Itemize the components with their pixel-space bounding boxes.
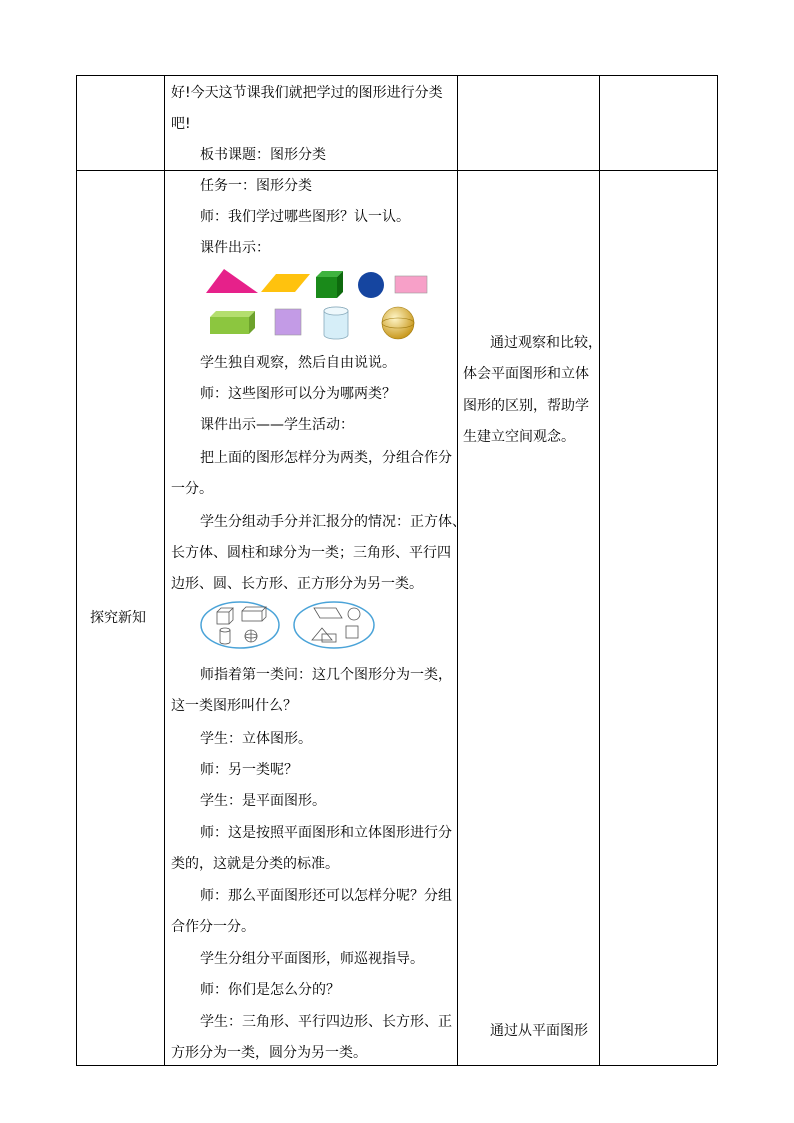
table-border-top	[76, 75, 717, 76]
stage-label: 探究新知	[90, 610, 146, 626]
parallelogram-icon	[260, 272, 312, 294]
solid-figures-group	[217, 607, 266, 644]
classification-diagram	[200, 600, 378, 652]
board-title: 板书课题：图形分类	[200, 147, 326, 163]
table-border-bottom	[76, 1065, 717, 1066]
student-answer-3: 学生：三角形、平行四边形、长方形、正	[200, 1014, 452, 1030]
student-group-work: 学生分组分平面图形，师巡视指导。	[200, 951, 424, 967]
student-answer-2: 学生：是平面图形。	[200, 793, 326, 809]
table-border-left	[76, 75, 77, 1065]
teacher-question-4: 师：那么平面图形还可以怎样分呢？分组	[200, 888, 452, 904]
teacher-point-question-2: 这一类图形叫什么？	[171, 698, 297, 714]
square-icon	[274, 308, 302, 336]
sphere-icon	[380, 305, 416, 341]
teacher-question-4b: 合作分一分。	[171, 919, 255, 935]
row1-line-2: 吧!	[171, 116, 191, 132]
report-line-2: 长方体、圆柱和球分为一类；三角形、平行四	[171, 545, 451, 561]
rectangle-icon	[394, 275, 428, 295]
intent-line-1: 通过观察和比较，	[490, 335, 602, 351]
cuboid-icon	[209, 309, 257, 335]
teacher-question-1: 师：我们学过哪些图形？认一认。	[200, 209, 410, 225]
table-divider-1	[164, 75, 165, 1065]
courseware-activity: 课件出示——学生活动：	[200, 417, 354, 433]
teacher-explain-1: 师：这是按照平面图形和立体图形进行分	[200, 825, 452, 841]
cube-icon	[314, 268, 346, 300]
table-border-right	[717, 75, 718, 1065]
student-answer-3b: 方形分为一类，圆分为另一类。	[171, 1045, 367, 1061]
plane-figures-group	[312, 608, 360, 642]
activity-line-2: 一分。	[171, 481, 213, 497]
report-line-3: 边形、圆、长方形、正方形分为另一类。	[171, 576, 423, 592]
activity-line-1: 把上面的图形怎样分为两类，分组合作分	[200, 450, 452, 466]
report-line-1: 学生分组动手分并汇报分的情况：正方体、	[200, 514, 466, 530]
teacher-explain-2: 类的，这就是分类的标准。	[171, 856, 339, 872]
intent-line-3: 图形的区别，帮助学	[463, 398, 589, 414]
table-divider-3	[599, 75, 600, 1065]
intent-line-4: 生建立空间观念。	[463, 429, 575, 445]
teacher-question-5: 师：你们是怎么分的？	[200, 982, 340, 998]
student-observe: 学生独自观察，然后自由说说。	[200, 355, 396, 371]
cylinder-icon	[322, 305, 350, 341]
teacher-point-question: 师指着第一类问：这几个图形分为一类，	[200, 667, 452, 683]
intent-line-2: 体会平面图形和立体	[463, 366, 589, 382]
row-divider	[76, 170, 717, 171]
table-divider-2	[457, 75, 458, 1065]
teacher-question-3: 师：另一类呢？	[200, 762, 298, 778]
student-answer-1: 学生：立体图形。	[200, 731, 312, 747]
intent2-line-1: 通过从平面图形	[490, 1023, 588, 1039]
teacher-question-2: 师：这些图形可以分为哪两类？	[200, 386, 396, 402]
lesson-table	[76, 75, 717, 1065]
row1-line-1: 好!今天这节课我们就把学过的图形进行分类	[171, 85, 443, 101]
task-heading: 任务一：图形分类	[200, 178, 312, 194]
courseware-show-1: 课件出示：	[200, 240, 270, 256]
circle-icon	[356, 270, 386, 300]
triangle-icon	[204, 267, 260, 295]
